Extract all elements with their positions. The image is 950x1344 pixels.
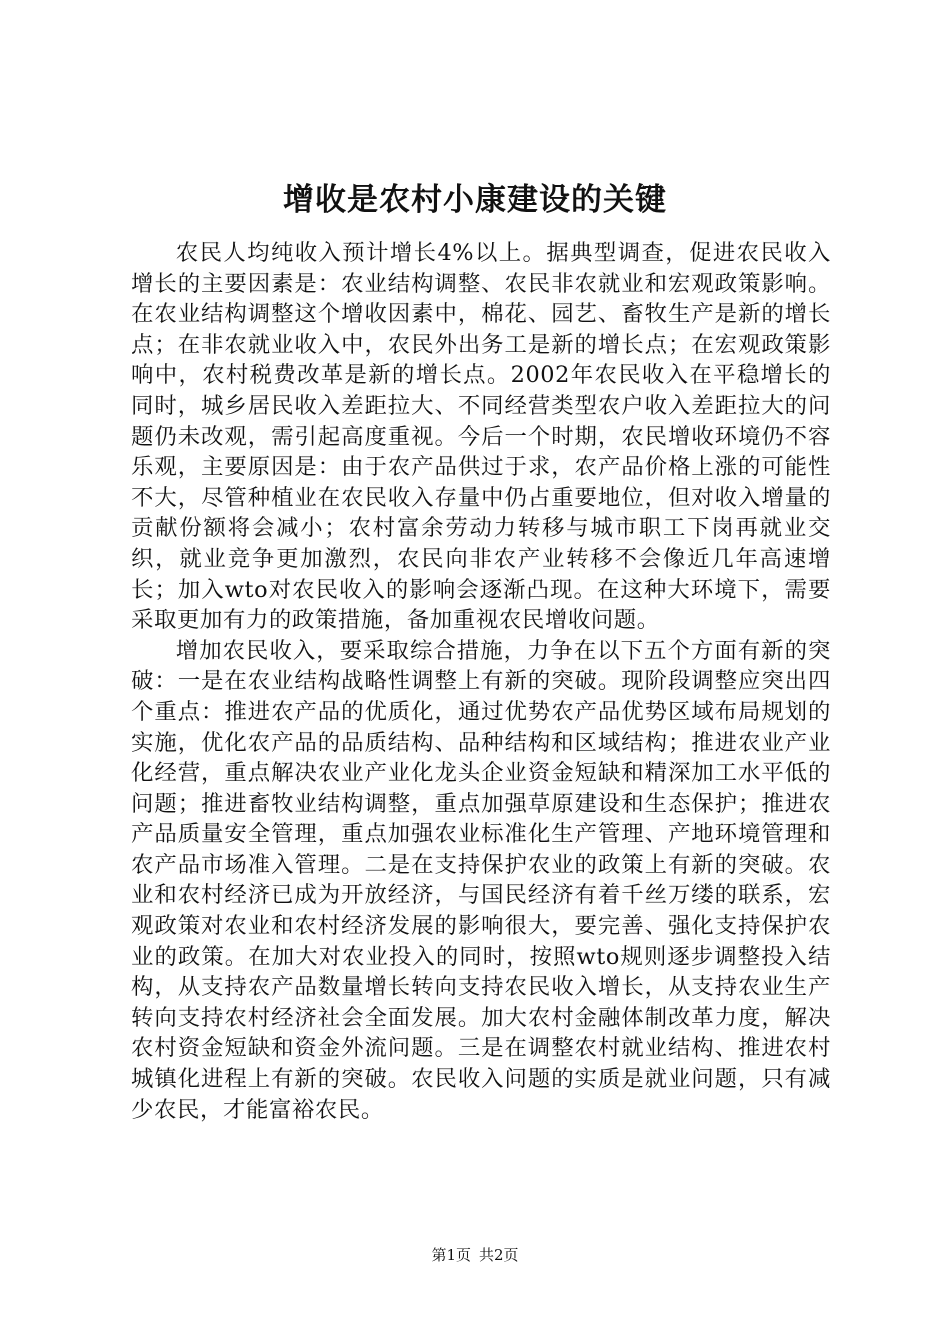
paragraph: 农民人均纯收入预计增长4%以上。据典型调查，促进农民收入增长的主要因素是：农业结构调整、农民非农就业和宏观政策影响。在农业结构调整这个增收因素中，棉花、园艺、畜牧生产是新的增长点；在非农就业收入中，农民外出务工是新的增长点；在宏观政策影响中，农村税费改革是新的增长点。2002年农民收入在平稳增长的同时，城乡居民收入差距拉大、不同经营类型农户收入差距拉大的问题仍未改观，需引起高度重视。今后一个时期，农民增收环境仍不容乐观，主要原因是：由于农产品供过于求，农产品价格上涨的可能性不大，尽管种植业在农民收入存量中仍占重要地位，但对收入增量的贡献份额将会减小；农村富余劳动力转移与城市职工下岗再就业交织，就业竞争更加激烈，农民向非农产业转移不会像近几年高速增长；加入wto对农民收入的影响会逐渐凸现。在这种大环境下，需要采取更加有力的政策措施，备加重视农民增收问题。 <box>131 240 831 634</box>
page-total: 共2页 <box>479 1246 519 1264</box>
document-body <box>131 238 831 1125</box>
page-footer <box>0 1245 950 1265</box>
page-number: 第1页 <box>431 1246 471 1264</box>
paragraph: 增加农民收入，要采取综合措施，力争在以下五个方面有新的突破：一是在农业结构战略性调整上有新的突破。现阶段调整应突出四个重点：推进农产品的优质化，通过优势农产品优势区域布局规划的实施，优化农产品的品质结构、品种结构和区域结构；推进农业产业化经营，重点解决农业产业化龙头企业资金短缺和精深加工水平低的问题；推进畜牧业结构调整，重点加强草原建设和生态保护；推进农产品质量安全管理，重点加强农业标准化生产管理、产地环境管理和农产品市场准入管理。二是在支持保护农业的政策上有新的突破。农业和农村经济已成为开放经济，与国民经济有着千丝万缕的联系，宏观政策对农业和农村经济发展的影响很大，要完善、强化支持保护农业的政策。在加大对农业投入的同时，按照wto规则逐步调整投入结构，从支持农产品数量增长转向支持农民收入增长，从支持农业生产转向支持农村经济社会全面发展。加大农村金融体制改革力度，解决农村资金短缺和资金外流问题。三是在调整农村就业结构、推进农村城镇化进程上有新的突破。农民收入问题的实质是就业问题，只有减少农民，才能富裕农民。 <box>131 637 831 1123</box>
document-title: 增收是农村小康建设的关键 <box>283 182 667 218</box>
